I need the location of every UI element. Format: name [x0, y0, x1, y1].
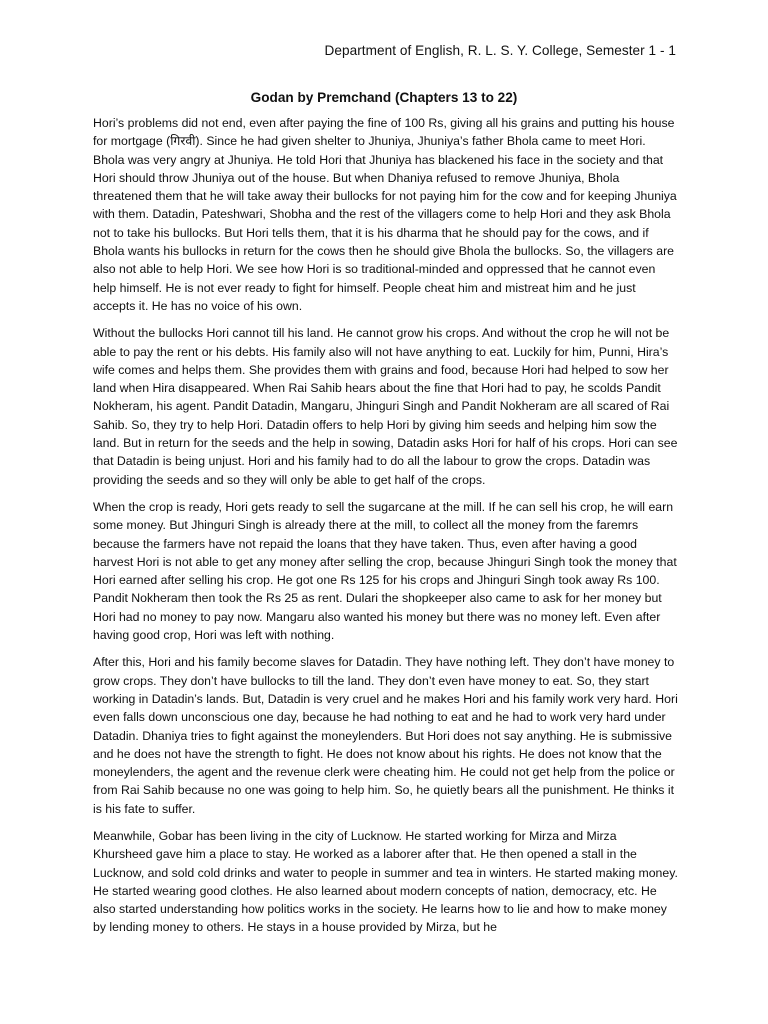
paragraph-2: Without the bullocks Hori cannot till his land. He cannot grow his crops. And without the crop he will not be able to pay the rent or his debts. His family also will not have anything to eat. Luckily for him, Punni, Hira’s wife comes and helps them. She provides them with grains and food, because Hori had helped to sow her land when Hira disappeared. When Rai Sahib hears about the fine that Hori had to pay, he scolds Pandit Nokheram, his agent. Pandit Datadin, Mangaru, Jhinguri Singh and Pandit Nokheram are all scared of Rai Sahib. So, they try to help Hori. Datadin offers to help Hori by giving him seeds and helping him sow the land. But in return for the seeds and the help in sowing, Datadin asks Hori for half of his crops. Hori can see that Datadin is being unjust. Hori and his family had to do all the labour to grow the crops. Datadin was providing the seeds and so they will only be able to get half of the crops. [93, 326, 678, 487]
document-title: Godan by Premchand (Chapters 13 to 22) [250, 90, 518, 105]
paragraph-1: Hori’s problems did not end, even after paying the fine of 100 Rs, giving all his grains and putting his house for mortgage (गिरवी). Since he had given shelter to Jhuniya, Jhuniya’s father Bhola came to meet Hori. Bhola was very angry at Jhuniya. He told Hori that Jhuniya has blackened his face in the society and that Hori should throw Jhuniya out of the house. But when Dhaniya refused to remove Jhuniya, Bhola threatened them that he will take away their bullocks for not paying him for the cow and for keeping Jhuniya with them. Datadin, Pateshwari, Shobha and the rest of the villagers come to help Hori and they ask Bhola not to take his bullocks. But Hori tells them, that it is his dharma that he should pay for the cows, and if Bhola wants his bullocks in return for the cows then he should give Bhola the bullocks. So, the villagers are also not able to help Hori. We see how Hori is so traditional-minded and oppressed that he cannot even help himself. He is not ever ready to fight for himself. People cheat him and mistreat him and he just accepts it. He has no voice of his own. [93, 116, 677, 313]
paragraph-3: When the crop is ready, Hori gets ready to sell the sugarcane at the mill. If he can sell his crop, he will earn some money. But Jhinguri Singh is already there at the mill, to collect all the money from the faremrs because the farmers have not repaid the loans that they have taken. Thus, even after having a good harvest Hori is not able to get any money after selling the crop, because Jhinguri Singh took the money that Hori earned after selling his crop. He got one Rs 125 for his crops and Jhinguri Singh took away Rs 100. Pandit Nokheram then took the Rs 25 as rent. Dulari the shopkeeper also came to ask for her money but Hori had no money to pay now. Mangaru also wanted his money but there was no money left. Even after having good crop, Hori was left with nothing. [93, 499, 677, 643]
page-header: Department of English, R. L. S. Y. College, Semester 1 - 1 [324, 43, 676, 58]
paragraph-5: Meanwhile, Gobar has been living in the city of Lucknow. He started working for Mirza and Mirza Khursheed gave him a place to stay. He worked as a laborer after that. He then opened a stall in the Lucknow, and sold cold drinks and water to people in summer and tea in winters. He started making money. He started wearing good clothes. He also learned about modern concepts of nation, democracy, etc. He also started understanding how politics works in the society. He learns how to lie and how to make money by lending money to others. He stays in a house provided by Mirza, but he [93, 828, 678, 935]
paragraph-4: After this, Hori and his family become slaves for Datadin. They have nothing left. They don’t have money to grow crops. They don’t have bullocks to till the land. They don’t even have money to eat. So, they start working in Datadin’s lands. But, Datadin is very cruel and he makes Hori and his family work very hard. Hori even falls down unconscious one day, because he had nothing to eat and he had to work very hard under Datadin. Dhaniya tries to fight against the moneylenders. But Hori does not say anything. He is submissive and he does not have the strength to fight. He does not know about his rights. He does not know that the moneylenders, the agent and the revenue clerk were cheating him. He could not get help from the police or from Rai Sahib because no one was going to help him. So, he quietly bears all the punishment. He thinks it is his fate to suffer. [93, 655, 678, 816]
document-body [93, 114, 679, 946]
